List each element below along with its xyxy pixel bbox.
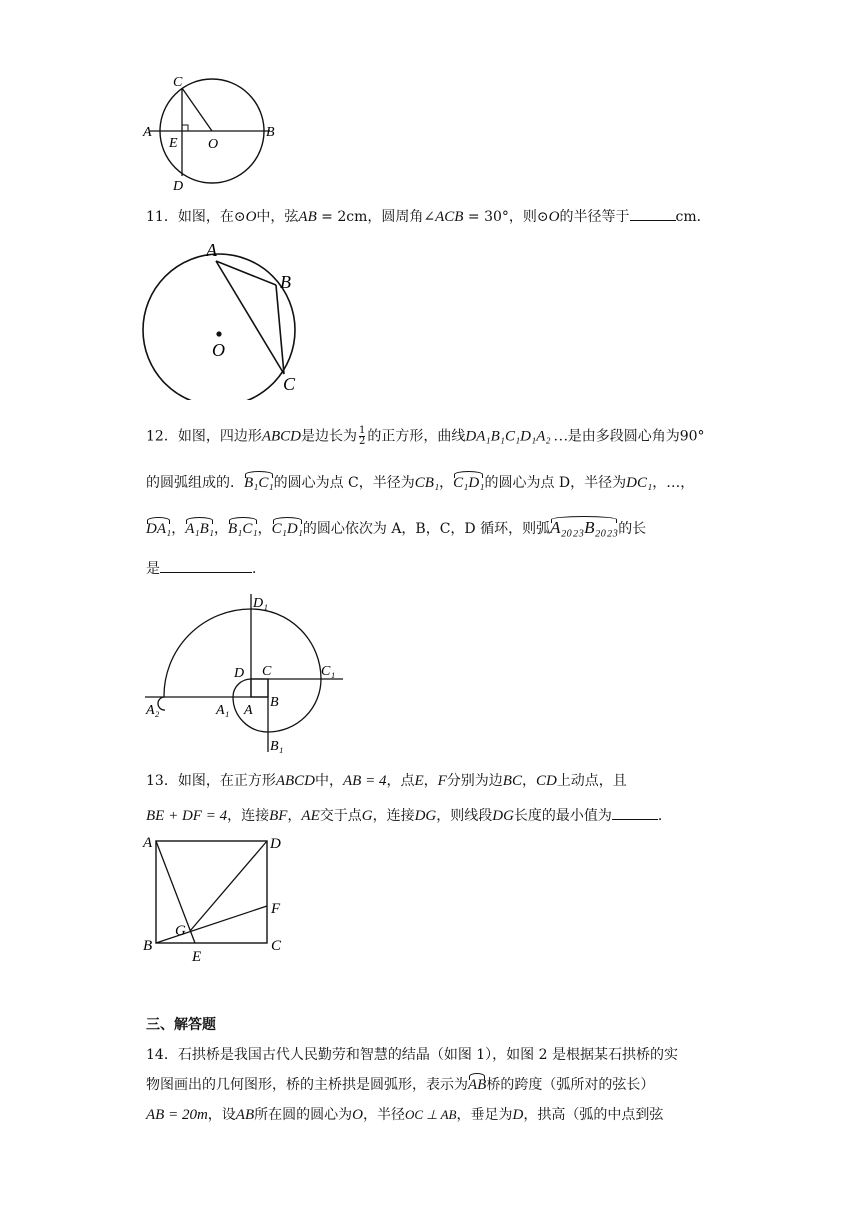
question-14-line-3: AB = 20m，设AB所在圆的圆心为O，半径OC ⊥ AB，垂足为D，拱高（弧的中点到弦 [146,1107,664,1123]
label-D: D [270,836,281,852]
answer-blank-11 [630,206,676,221]
label-O: O [208,137,219,152]
question-13-line-1: 13．如图，在正方形ABCD中，AB = 4，点E，F分别为边BC，CD上动点，且 [146,773,627,789]
label-F: F [271,901,281,917]
label-O: O [212,340,225,360]
label-C: C [262,664,272,679]
label-G: G [175,923,186,939]
label-B: B [280,272,291,292]
label-C1: C₁ [321,664,336,679]
label-C: C [271,938,282,954]
question-12-line-2: 的圆弧组成的．B₁C₁的圆心为点 C，半径为CB₁，C₁D₁的圆心为点 D，半径为DC₁，…， [146,475,695,491]
label-B: B [143,938,153,954]
question-14-line-1: 14．石拱桥是我国古代人民勤劳和智慧的结晶（如图 1），如图 2 是根据某石拱桥的实 [146,1047,678,1063]
question-13-line-2: BE + DF = 4，连接BF，AE交于点G，连接DG，则线段DG长度的最小值为 ． [146,805,672,826]
label-B: B [266,125,275,140]
answer-blank-12 [160,558,252,573]
label-A: A [143,835,153,851]
question-12-line-1: 12．如图，四边形ABCD是边长为 $\frac{1}{2}$ 的正方形，曲线DA₁B₁C₁D₁A₂ …是由多段圆心角为90° [146,425,705,447]
label-E: E [169,136,178,151]
label-C: C [283,374,296,394]
fraction-one-half: $\frac{1}{2}$ [359,425,366,447]
figure-circle-chord [140,72,280,194]
label-A1: A₁ [216,703,230,718]
figure-circle-inscribed-angle [140,238,310,400]
section-heading: 三、解答题 [146,1017,216,1033]
label-B1: B₁ [270,739,284,754]
label-D: D [173,179,184,194]
figure-square-segments [140,830,300,964]
label-E: E [192,949,202,964]
label-A: A [244,703,253,718]
label-A: A [143,125,152,140]
question-12-line-3: DA₁，A₁B₁，B₁C₁，C₁D₁的圆心依次为 A，B，C，D 循环，则弧A₂₀₂₃B₂₀₂₃的长 [146,518,647,537]
label-B: B [270,695,279,710]
label-C: C [173,75,183,90]
label-D: D [234,666,245,681]
question-11: 11．如图，在⊙O中，弦AB = 2cm，圆周角∠ACB = 30°，则⊙O的半径等于 cm． [146,206,711,227]
label-D1: D₁ [253,596,268,611]
question-14-line-2: 物图画出的几何图形，桥的主桥拱是圆弧形，表示为AB桥的跨度（弧所对的弦长） [146,1077,655,1093]
label-A: A [206,240,217,260]
question-12-line-4: 是 ． [146,558,266,579]
figure-spiral-arcs [140,590,350,756]
label-A2: A₂ [146,703,160,718]
answer-blank-13 [612,805,658,820]
